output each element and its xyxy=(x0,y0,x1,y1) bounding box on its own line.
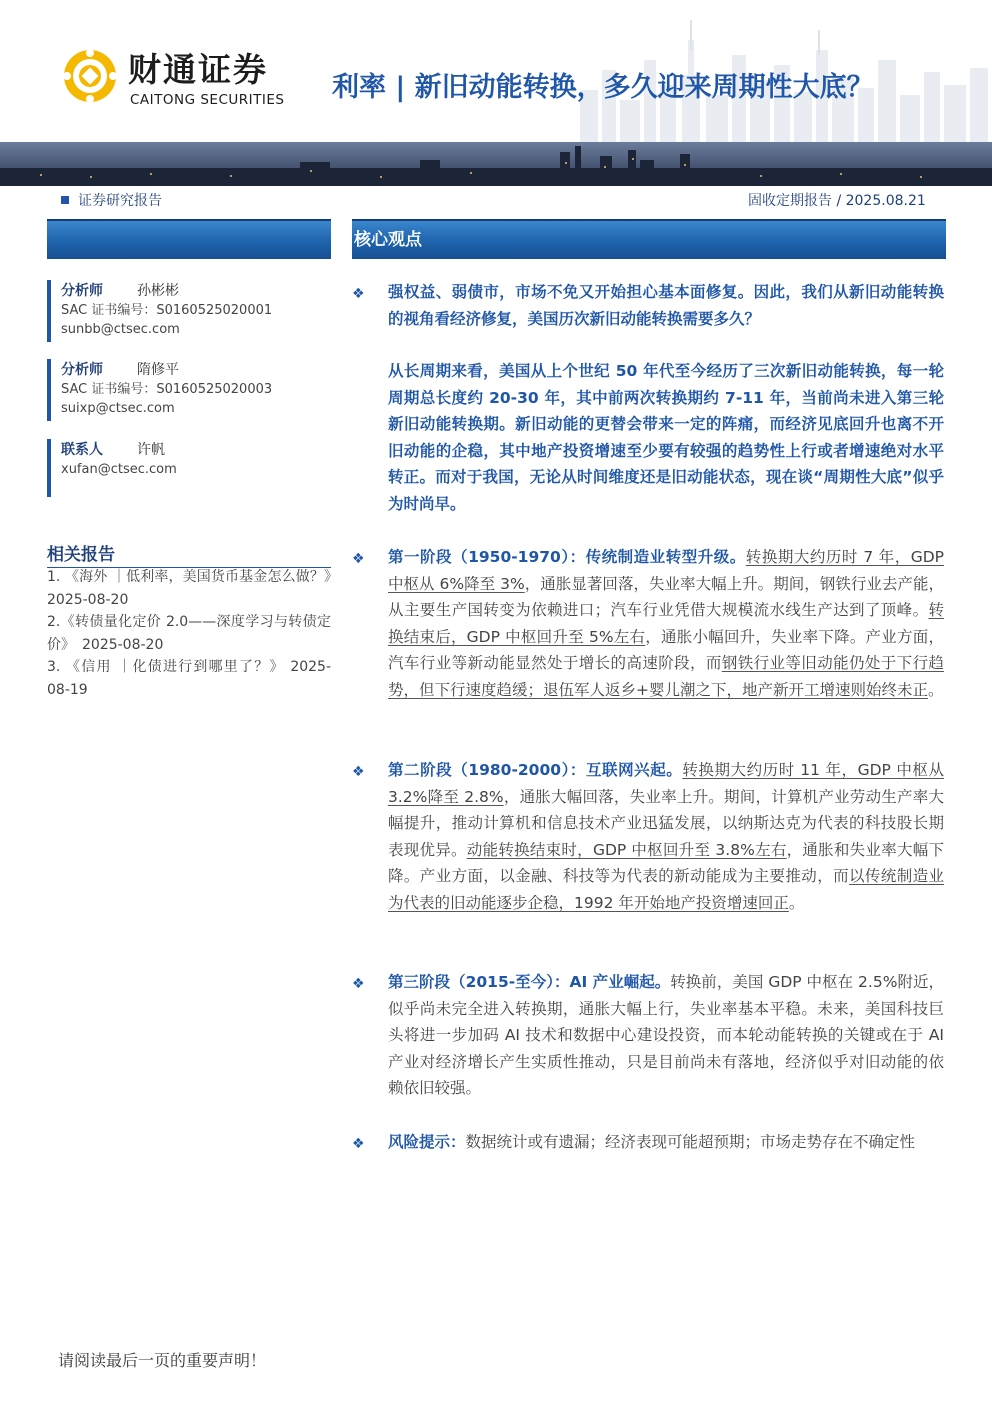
analyst-card xyxy=(47,359,331,421)
contact-role: 联系人 xyxy=(61,442,103,458)
stage-one-text: 。 xyxy=(928,680,944,699)
analyst-email[interactable]: sunbb@ctsec.com xyxy=(61,322,180,337)
report-category: 证券研究报告 xyxy=(78,193,162,209)
meta-marker xyxy=(61,196,69,204)
footer-disclaimer: 请阅读最后一页的重要声明！ xyxy=(58,1351,267,1370)
brand-name-cn: 财通证券 xyxy=(128,50,268,89)
related-report-item[interactable]: 2.《转债量化定价 2.0——深度学习与转债定价》 2025-08-20 xyxy=(47,614,331,653)
stage-two-text: ，通胀大幅回落，失业率上升。期间，计算机产业劳动生产率大幅提升，推动计算机和信息技术产业迅猛发展，以纳斯达克为代表的科技股长期表现优异。 xyxy=(388,787,944,859)
contact-email[interactable]: xufan@ctsec.com xyxy=(61,462,177,477)
contact-name: 许帆 xyxy=(137,442,165,458)
stage-two-text: ，通胀和失业率大幅下降。产业方面，以金融、科技等为代表的新动能成为主要推动，而 xyxy=(388,840,944,886)
risk-text: 数据统计或有遗漏；经济表现可能超预期；市场走势存在不确定性 xyxy=(465,1133,916,1151)
stage-three-paragraph xyxy=(388,969,944,1102)
bullet-icon: ❖ xyxy=(352,764,365,780)
stage-two-paragraph xyxy=(388,757,944,917)
sidebar-header-bar xyxy=(47,219,331,259)
analyst-card xyxy=(47,280,331,342)
bullet-icon: ❖ xyxy=(352,286,365,302)
analyst-role: 分析师 xyxy=(61,283,103,299)
stage-two-highlight: 动能转换结束时，GDP 中枢回升至 3.8%左右 xyxy=(466,840,787,859)
core-view-title: 核心观点 xyxy=(354,230,422,250)
stage-one-heading: 第一阶段（1950-1970）：传统制造业转型升级。 xyxy=(388,548,746,566)
related-report-item[interactable]: 1. 《海外 ｜低利率，美国货币基金怎么做？》 2025-08-20 xyxy=(47,569,345,608)
analyst-name: 孙彬彬 xyxy=(137,283,179,299)
intro-paragraph: 强权益、弱债市，市场不免又开始担心基本面修复。因此，我们从新旧动能转换的视角看经济修复，美国历次新旧动能转换需要多久？ xyxy=(388,283,944,328)
stage-one-highlight: 转换期大约历时 7 年，GDP 中枢从 6%降至 3% xyxy=(388,548,945,593)
analyst-email[interactable]: suixp@ctsec.com xyxy=(61,401,175,416)
risk-heading: 风险提示： xyxy=(388,1133,466,1151)
stage-two-heading: 第二阶段（1980-2000）：互联网兴起。 xyxy=(388,761,683,779)
analyst-role: 分析师 xyxy=(61,362,103,378)
analyst-cert: SAC 证书编号：S0160525020001 xyxy=(61,303,273,318)
stage-three-heading: 第三阶段（2015-至今）：AI 产业崛起。 xyxy=(388,973,671,991)
core-view-header-bar xyxy=(352,219,946,259)
stage-one-highlight: 转换结束后，GDP 中枢回升至 5%左右 xyxy=(388,601,944,646)
report-title: 利率 | 新旧动能转换，多久迎来周期性大底？ xyxy=(332,72,874,103)
stage-two-highlight: 转换期大约历时 11 年，GDP 中枢从 3.2%降至 2.8% xyxy=(388,761,944,806)
analyst-name: 隋修平 xyxy=(137,362,179,378)
bullet-icon: ❖ xyxy=(352,551,365,567)
stage-one-highlight: 钢铁行业等旧动能仍处于下行趋势，但下行速度趋缓；退伍军人返乡+婴儿潮之下，地产新开工增速则始终未正 xyxy=(388,654,944,699)
report-type-date: 固收定期报告 / 2025.08.21 xyxy=(748,193,926,209)
risk-paragraph xyxy=(388,1129,944,1156)
bullet-icon: ❖ xyxy=(352,976,365,992)
contact-card xyxy=(47,439,331,497)
caitong-logo-icon xyxy=(62,48,118,104)
stage-two-highlight: 以传统制造业为代表的旧动能逐步企稳，1992 年开始地产投资增速回正 xyxy=(388,867,944,912)
stage-one-paragraph xyxy=(388,544,944,704)
report-header xyxy=(0,0,992,186)
related-report-item[interactable]: 3. 《信用 ｜化债进行到哪里了？》 2025-08-19 xyxy=(47,659,331,698)
analyst-cert: SAC 证书编号：S0160525020003 xyxy=(61,382,273,397)
stage-two-text: 。 xyxy=(788,893,805,912)
bullet-icon: ❖ xyxy=(352,1136,365,1152)
stage-one-text: ，通胀小幅回升，失业率下降。产业方面，汽车行业等新动能显然处于增长的高速阶段，而 xyxy=(388,627,944,673)
related-reports-title: 相关报告 xyxy=(47,545,115,565)
summary-paragraph: 从长周期来看，美国从上个世纪 50 年代至今经历了三次新旧动能转换，每一轮周期总长度约 20-30 年，其中前两次转换期约 7-11 年，当前尚未进入第三轮新旧动能转换期。新旧动能的更替会带来一定的阵痛，而经济见底回升也离不开旧动能的企稳，其中地产投资增速至少要有较强的趋势性上行或者增速绝对水平转正。而对于我国，无论从时间维度还是旧动能状态，现在谈“周期性大底”似乎为时尚早。 xyxy=(388,362,944,513)
brand-name-en: CAITONG SECURITIES xyxy=(130,92,285,108)
stage-one-text: ，通胀显著回落，失业率大幅上升。期间，钢铁行业去产能，从主要生产国转变为依赖进口；汽车行业凭借大规模流水线生产达到了顶峰。 xyxy=(388,574,944,620)
city-night-banner xyxy=(0,142,992,186)
stage-three-text: 转换前，美国 GDP 中枢在 2.5%附近，似乎尚未完全进入转换期，通胀大幅上行，失业率基本平稳。未来，美国科技巨头将进一步加码 AI 技术和数据中心建设投资，而本轮动能转换的关键或在于 AI 产业对经济增长产生实质性推动，只是目前尚未有落地，经济似乎对旧动能的依赖依旧较强。 xyxy=(388,973,944,1098)
